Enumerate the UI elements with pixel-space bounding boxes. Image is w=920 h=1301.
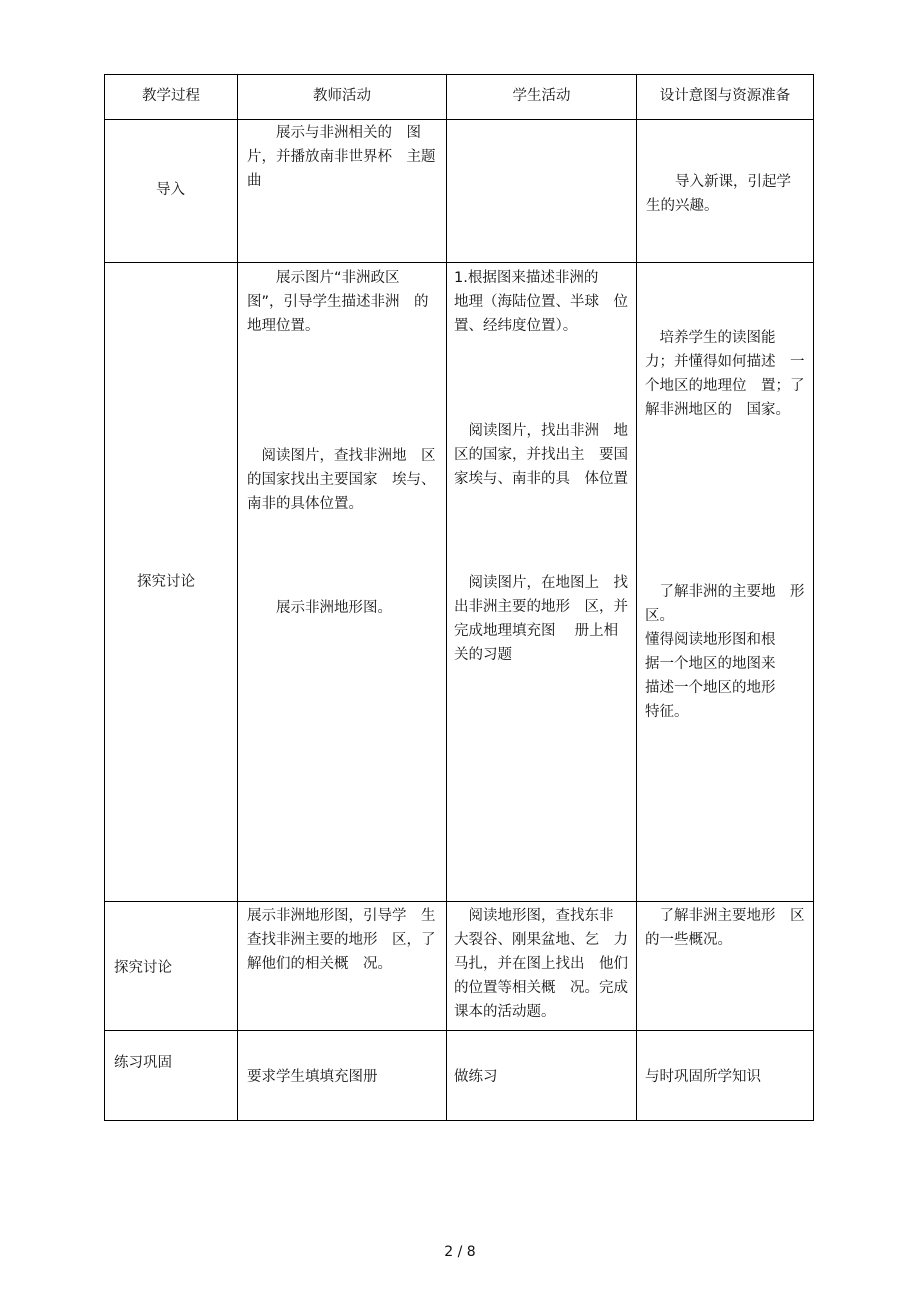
row-divider-2 — [104, 262, 814, 263]
header-design-intent: 设计意图与资源准备 — [659, 88, 791, 104]
teacher-activity-text: 展示非洲地形图。 — [247, 600, 392, 616]
student-activity-text: 做练习 — [454, 1069, 498, 1085]
teacher-activity-text: 展示图片“非洲政区 图”，引导学生描述非洲 的 地理位置。 — [247, 270, 429, 334]
header-process: 教学过程 — [142, 88, 200, 104]
page-number: 2 / 8 — [444, 1244, 476, 1260]
row-divider-3 — [104, 901, 814, 902]
design-intent-text: 了解非洲主要地形 区 的一些概况。 — [645, 908, 805, 948]
design-intent-text: 导入新课，引起学 生的兴趣。 — [646, 174, 791, 214]
design-intent-text: 与时巩固所学知识 — [645, 1069, 761, 1085]
column-divider-1 — [237, 74, 238, 1121]
student-activity-text: 阅读地形图，查找东非 大裂谷、刚果盆地、乞 力 马扎，并在图上找出 他们 的位置等相关概 况。完成 课本的活动题。 — [454, 908, 628, 1020]
column-divider-3 — [636, 74, 637, 1121]
header-student-activity: 学生活动 — [512, 88, 571, 104]
teacher-activity-text: 阅读图片，查找非洲地 区 的国家找出主要国家 埃与、 南非的具体位置。 — [247, 448, 436, 512]
table-border-left — [104, 74, 105, 1121]
header-teacher-activity: 教师活动 — [313, 88, 371, 104]
design-intent-text: 培养学生的读图能 力；并懂得如何描述 一 个地区的地理位 置；了 解非洲地区的 国家。 — [645, 330, 805, 418]
teacher-activity-text: 要求学生填填充图册 — [247, 1069, 378, 1085]
lesson-table — [104, 74, 814, 1121]
student-activity-text: 阅读图片，在地图上 找 出非洲主要的地形 区，并 完成地理填充图 册上相 关的习题 — [454, 575, 628, 663]
column-divider-2 — [446, 74, 447, 1121]
design-intent-text: 了解非洲的主要地 形 区。 懂得阅读地形图和根 据一个地区的地图来 描述一个地区的地形 特征。 — [645, 584, 805, 720]
stage-label: 探究讨论 — [114, 960, 172, 976]
table-border-bottom — [104, 1120, 814, 1121]
student-activity-text: 阅读图片，找出非洲 地 区的国家，并找出主 要国 家埃与、南非的具 体位置 — [454, 423, 628, 487]
teacher-activity-text: 展示与非洲相关的 图 片，并播放南非世界杯 主题 曲 — [247, 125, 436, 189]
stage-label: 探究讨论 — [137, 574, 195, 590]
teacher-activity-text: 展示非洲地形图，引导学 生 查找非洲主要的地形 区，了 解他们的相关概 况。 — [247, 908, 436, 972]
row-divider-4 — [104, 1030, 814, 1031]
row-divider-1 — [104, 119, 814, 120]
student-activity-text: 1.根据图来描述非洲的 地理（海陆位置、半球 位 置、经纬度位置）。 — [454, 270, 628, 334]
table-border-top — [104, 74, 814, 75]
stage-label: 导入 — [156, 182, 185, 198]
table-border-right — [813, 74, 814, 1121]
stage-label: 练习巩固 — [114, 1055, 172, 1071]
